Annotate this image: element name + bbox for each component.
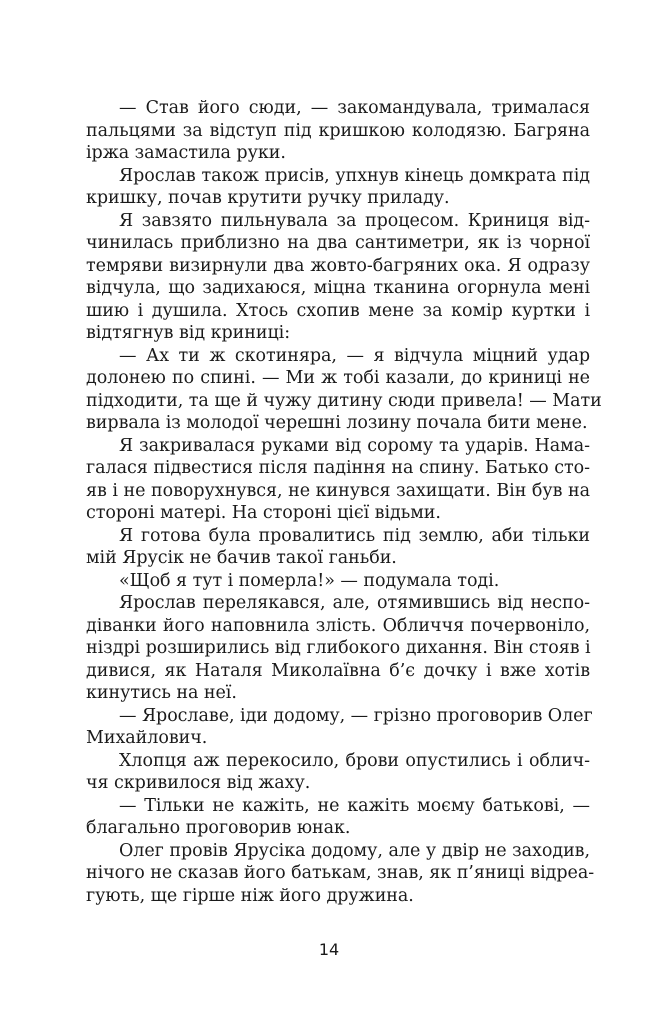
text-line: благально проговорив юнак.	[86, 818, 351, 838]
text-line: — Тільки не кажіть, не кажіть моєму батькові, —	[119, 795, 590, 816]
text-line: пальцями за відступ під кришкою колодязю. Багряна	[86, 120, 590, 141]
text-line: чя скривилося від жаху.	[86, 773, 311, 793]
text-line: мій Ярусік не бачив такої ганьби.	[86, 548, 397, 568]
text-line: — Став його сюди, — закомандувала, трималася	[119, 98, 590, 118]
text-line: чинилась приблизно на два сантиметри, як із чорної	[86, 233, 590, 253]
text-line: Ярослав перелякався, але, отямившись від неспо-	[119, 593, 590, 613]
text-line: дивися, як Наталя Миколаївна б’є дочку і вже хотів	[86, 660, 590, 681]
text-line: «Щоб я тут і померла!» — подумала тоді.	[119, 570, 500, 591]
text-line: Я закривалася руками від сорому та ударів. Нама-	[119, 435, 590, 456]
text-line: вирвала із молодої черешні лозину почала бити мене.	[86, 413, 588, 433]
text-line: діванки його наповнила злість. Обличчя почервоніло,	[86, 615, 590, 636]
text-line: Олег провів Ярусіка додому, але у двір не заходив,	[119, 840, 590, 861]
text-line: відтягнув від криниці:	[86, 323, 291, 343]
text-line: — Ах ти ж скотиняра, — я відчула міцний удар	[119, 345, 590, 366]
text-line: підходити, та ще й чужу дитину сюди привела! — Мати	[86, 390, 602, 411]
text-line: Хлопця аж перекосило, брови опустились і облич-	[119, 750, 590, 771]
text-line: кинутись на неї.	[86, 683, 237, 703]
text-line: Ярослав також присів, упхнув кінець домкрата під	[119, 165, 590, 186]
text-line: шию і душила. Хтось схопив мене за комір куртки і	[86, 300, 590, 321]
text-line: яв і не поворухнувся, не кинувся захищати. Він був на	[86, 480, 590, 501]
text-line: галася підвестися після падіння на спину. Батько сто-	[86, 458, 590, 478]
text-line: темряви визирнули два жовто-багряних ока. Я одразу	[86, 255, 590, 276]
text-line: Михайлович.	[86, 728, 208, 748]
text-line: Я готова була провалитись під землю, аби тільки	[119, 525, 590, 546]
text-line: відчула, що задихаюся, міцна тканина огорнула мені	[86, 278, 590, 298]
text-line: ніздрі розширились від глибокого дихання. Він стояв і	[86, 638, 591, 658]
text-line: — Ярославе, іди додому, — грізно проговорив Олег	[119, 705, 593, 726]
text-line: гують, ще гірше ніж його дружина.	[86, 885, 414, 906]
body-text	[86, 97, 602, 907]
text-line: долонею по спині. — Ми ж тобі казали, до криниці не	[86, 368, 590, 388]
text-line: стороні матері. На стороні цієї відьми.	[86, 503, 441, 523]
text-line: Я завзято пильнувала за процесом. Криниця від-	[119, 210, 590, 231]
text-line: кришку, почав крутити ручку приладу.	[86, 188, 450, 208]
text-line: нічого не сказав його батькам, знав, як п’яниці відреа-	[86, 863, 595, 883]
page-number: 14	[318, 940, 340, 959]
text-line: іржа замастила руки.	[86, 143, 286, 163]
